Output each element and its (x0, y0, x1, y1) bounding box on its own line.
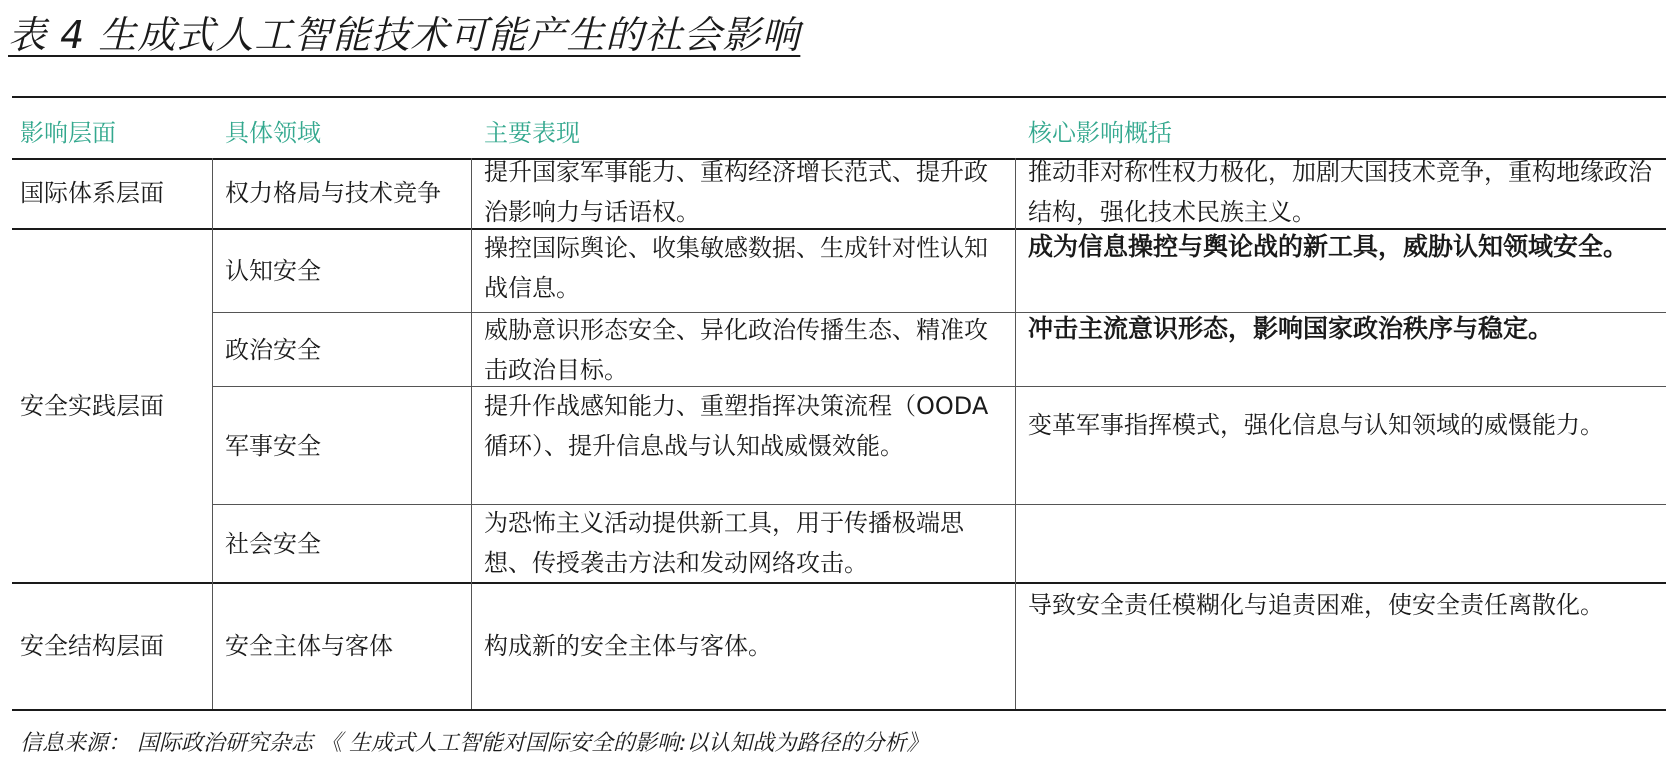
header-summary: 核心影响概括 (1028, 119, 1172, 147)
level-label: 安全结构层面 (20, 632, 164, 660)
column-divider (1015, 158, 1016, 709)
domain-label: 认知安全 (225, 256, 321, 285)
domain-cell (225, 387, 465, 504)
table-header (12, 98, 1666, 160)
summary-cell: 冲击主流意识形态，影响国家政治秩序与稳定。 (1028, 314, 1554, 343)
summary-cell: 成为信息操控与舆论战的新工具，威胁认知领域安全。 (1028, 232, 1629, 261)
column-divider (212, 158, 213, 709)
domain-label: 权力格局与技术竞争 (225, 179, 441, 207)
summary-cell: 推动非对称性权力极化，加剧大国技术竞争，重构地缘政治结构，强化技术民族主义。 (1028, 158, 1652, 226)
summary-cell: 变革军事指挥模式，强化信息与认知领域的威慑能力。 (1028, 411, 1604, 439)
level-cell (20, 158, 210, 228)
table-title: 表 4 生成式人工智能技术可能产生的社会影响 (8, 13, 801, 57)
level-cell (20, 229, 210, 582)
manifestation-text: 构成新的安全主体与客体。 (484, 632, 772, 660)
column-divider (471, 158, 472, 709)
source-note: 信息来源： 国际政治研究杂志 《 生成式人工智能对国际安全的影响:以认知战为路径的分析》 (20, 731, 929, 756)
domain-cell (225, 313, 465, 386)
manifestation-cell: 操控国际舆论、收集敏感数据、生成针对性认知战信息。 (484, 234, 988, 302)
header-level: 影响层面 (20, 119, 116, 147)
manifestation-cell: 威胁意识形态安全、异化政治传播生态、精准攻击政治目标。 (484, 316, 988, 384)
domain-label: 安全主体与客体 (225, 632, 393, 660)
level-label: 国际体系层面 (20, 179, 164, 207)
domain-label: 政治安全 (225, 335, 321, 364)
domain-cell (225, 505, 465, 582)
domain-cell (225, 583, 465, 709)
summary-cell: 导致安全责任模糊化与追责困难，使安全责任离散化。 (1028, 591, 1604, 619)
domain-label: 社会安全 (225, 529, 321, 558)
domain-label: 军事安全 (225, 431, 321, 460)
level-cell (20, 583, 210, 709)
header-manifestation: 主要表现 (484, 119, 580, 147)
manifestation-cell: 为恐怖主义活动提供新工具，用于传播极端思想、传授袭击方法和发动网络攻击。 (484, 509, 964, 577)
manifestation-cell: 提升作战感知能力、重塑指挥决策流程（OODA循环）、提升信息战与认知战威慑效能。 (484, 392, 989, 460)
level-label: 安全实践层面 (20, 391, 164, 420)
domain-cell (225, 158, 465, 228)
manifestation-cell (484, 583, 1010, 709)
header-domain: 具体领域 (225, 119, 321, 147)
domain-cell (225, 229, 465, 312)
manifestation-cell: 提升国家军事能力、重构经济增长范式、提升政治影响力与话语权。 (484, 158, 988, 226)
impact-table (12, 96, 1666, 711)
